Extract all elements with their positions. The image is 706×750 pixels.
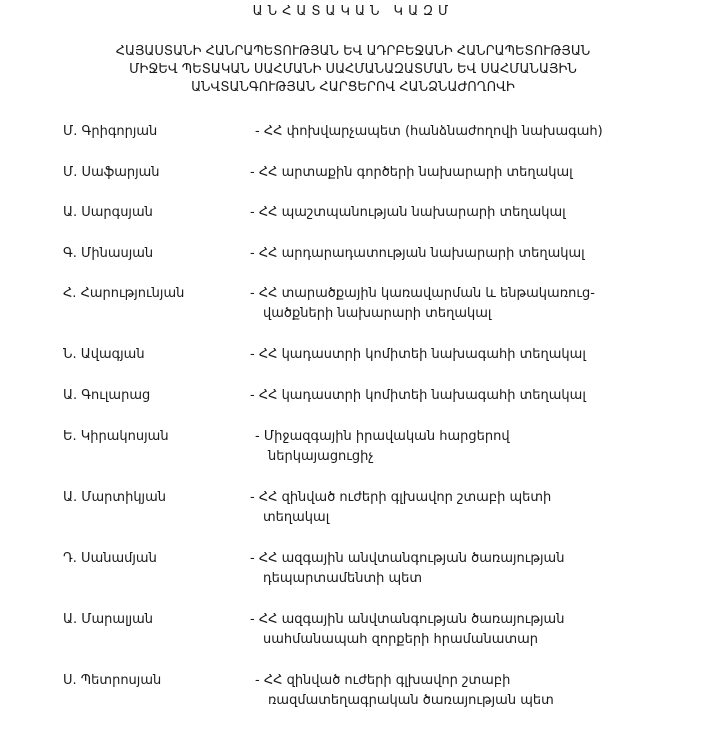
member-role bbox=[250, 345, 586, 365]
member-role-line: ներկայացուցիչ bbox=[268, 449, 374, 464]
member-name: Դ. Սանամյան bbox=[63, 551, 157, 566]
member-role-line: - ՀՀ ազգային անվտանգության ծառայության bbox=[250, 612, 565, 627]
member-name: Մ. Սաֆարյան bbox=[63, 165, 160, 180]
commission-title-line: ՀԱՅԱՍՏԱՆԻ ՀԱՆՐԱՊԵՏՈՒԹՅԱՆ ԵՎ ԱԴՐԲԵՋԱՆԻ ՀԱՆՐԱՊԵՏՈՒԹՅԱՆ bbox=[115, 44, 591, 59]
member-role bbox=[250, 549, 564, 589]
member-role bbox=[250, 488, 551, 528]
member-role-line: տեղակալ bbox=[263, 510, 330, 525]
commission-title-line: ԱՆՎՏԱՆԳՈՒԹՅԱՆ ՀԱՐՑԵՐՈՎ ՀԱՆՁՆԱԺՈՂՈՎԻ bbox=[191, 80, 515, 95]
member-name: Ա. Մարտիկյան bbox=[63, 490, 166, 505]
member-role-line: - Միջազգային իրավական հարցերով bbox=[255, 429, 510, 444]
member-name: Մ. Գրիգորյան bbox=[63, 124, 158, 139]
member-name: Ա. Սարգսյան bbox=[63, 205, 153, 220]
member-role bbox=[255, 671, 554, 711]
member-name: Ա. Մարալյան bbox=[63, 612, 154, 627]
member-role bbox=[250, 244, 585, 264]
member-role-line: - ՀՀ արդարադատության նախարարի տեղակալ bbox=[250, 246, 585, 261]
document-heading: ԱՆՀԱՏԱԿԱՆ ԿԱԶՄ bbox=[252, 4, 454, 19]
member-role-line: - ՀՀ փոխվարչապետ (հանձնաժողովի նախագահ) bbox=[255, 124, 603, 139]
member-name: Ա. Գուլարաց bbox=[63, 388, 151, 403]
member-role bbox=[250, 284, 595, 324]
member-role-line: ռազմատեղագրական ծառայության պետ bbox=[268, 693, 554, 708]
member-role bbox=[250, 386, 586, 406]
commission-title-line: ՄԻՋԵՎ ՊԵՏԱԿԱՆ ՍԱՀՄԱՆԻ ՍԱՀՄԱՆԱԶԱՏՄԱՆ ԵՎ ՍԱՀՄԱՆԱՅԻՆ bbox=[129, 62, 577, 77]
member-role-line: վածքների նախարարի տեղակալ bbox=[263, 306, 492, 321]
member-role bbox=[250, 163, 573, 183]
member-role-line: - ՀՀ կադաստրի կոմիտեի նախագահի տեղակալ bbox=[250, 388, 586, 403]
member-role-line: - ՀՀ զինված ուժերի գլխավոր շտաբի bbox=[255, 673, 511, 688]
member-role-line: սահմանապահ զորքերի հրամանատար bbox=[263, 632, 539, 647]
member-name: Ե. Կիրակոսյան bbox=[63, 429, 169, 444]
member-role bbox=[250, 610, 564, 650]
member-name: Հ. Հարությունյան bbox=[63, 286, 185, 301]
member-role-line: - ՀՀ տարածքային կառավարման և ենթակառուց- bbox=[250, 286, 595, 301]
member-role-line: - ՀՀ կադաստրի կոմիտեի նախագահի տեղակալ bbox=[250, 347, 586, 362]
member-role bbox=[255, 122, 603, 142]
member-role-line: - ՀՀ զինված ուժերի գլխավոր շտաբի պետի bbox=[250, 490, 552, 505]
member-role-line: - ՀՀ պաշտպանության նախարարի տեղակալ bbox=[250, 205, 566, 220]
member-role-line: - ՀՀ ազգային անվտանգության ծառայության bbox=[250, 551, 565, 566]
member-role-line: - ՀՀ արտաքին գործերի նախարարի տեղակալ bbox=[250, 165, 573, 180]
member-role bbox=[250, 203, 566, 223]
member-role bbox=[255, 427, 510, 467]
member-name: Ս. Պետրոսյան bbox=[63, 673, 162, 688]
member-role-line: դեպարտամենտի պետ bbox=[263, 571, 423, 586]
member-name: Ն. Ավագյան bbox=[63, 347, 145, 362]
member-name: Գ. Մինասյան bbox=[63, 246, 154, 261]
commission-title bbox=[40, 43, 666, 97]
